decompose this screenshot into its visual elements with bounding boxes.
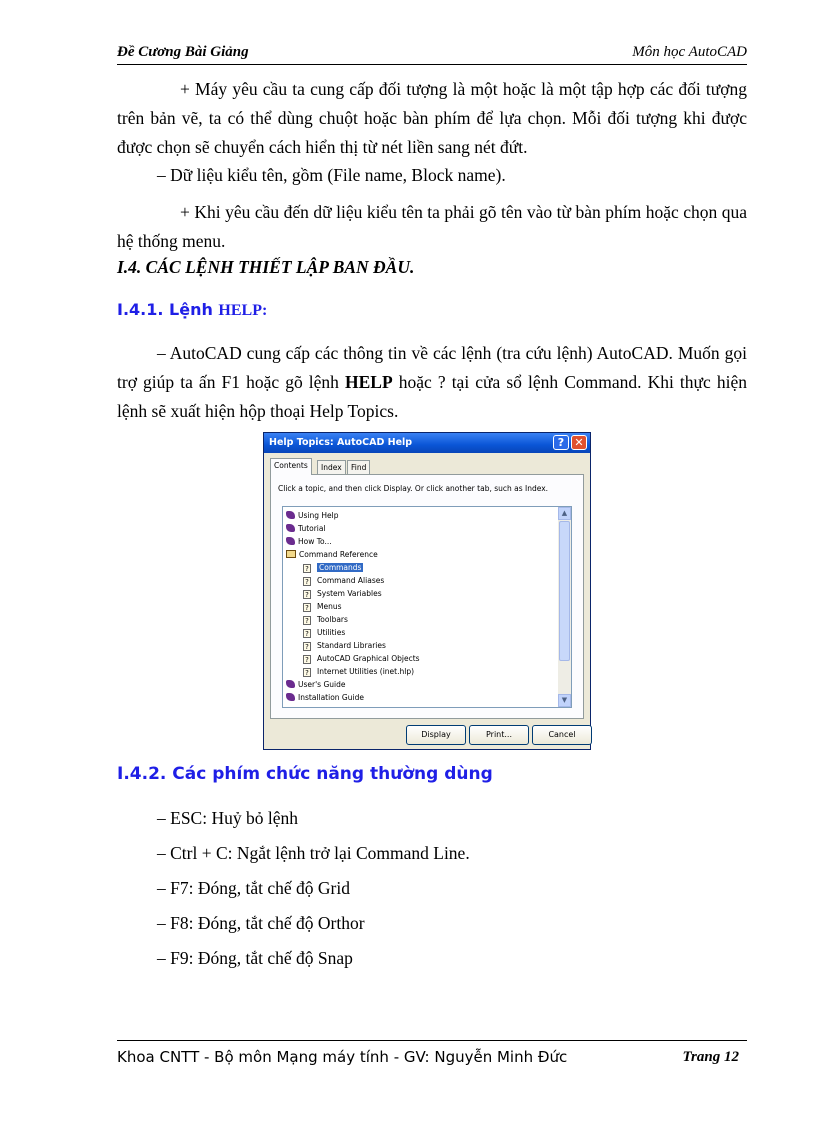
list-item[interactable] [303, 613, 348, 626]
list-item-label: Installation Guide [298, 693, 364, 702]
subsection-help-cmd: HELP: [218, 302, 268, 319]
paragraph-name-input: + Khi yêu cầu đến dữ liệu kiểu tên ta phải gõ tên vào từ bàn phím hoặc chọn qua hệ thống menu. [117, 202, 747, 251]
help-command: HELP [345, 372, 393, 392]
header-subject: Môn học AutoCAD [632, 44, 747, 60]
list-item[interactable] [303, 665, 414, 678]
book-icon [286, 680, 295, 688]
dialog-title: Help Topics: AutoCAD Help [269, 437, 413, 448]
close-icon[interactable]: ✕ [571, 435, 587, 450]
list-item[interactable] [303, 574, 384, 587]
list-item[interactable] [286, 535, 332, 548]
page-header [117, 40, 747, 65]
list-item-label: Utilities [317, 628, 346, 637]
list-item-label: User's Guide [298, 680, 346, 689]
help-page-icon: ? [303, 590, 311, 599]
help-page-icon: ? [303, 629, 311, 638]
subsection-help-prefix: I.4.1. Lệnh [117, 300, 219, 319]
dialog-titlebar[interactable] [264, 433, 590, 453]
book-icon [286, 511, 295, 519]
list-item[interactable] [303, 561, 363, 574]
list-item[interactable] [303, 652, 420, 665]
help-topics-dialog [263, 432, 591, 750]
footer-department: Khoa CNTT - Bộ môn Mạng máy tính - GV: Nguyễn Minh Đức [117, 1048, 568, 1066]
topics-list[interactable] [282, 506, 572, 708]
list-item-label: How To... [298, 537, 332, 546]
list-item-label: Using Help [298, 511, 339, 520]
paragraph-help-a: – AutoCAD cung cấp các thông tin về các lệnh (tra cứu lệnh) AutoCAD. Muốn gọi trợ giúp ta ấn F1 hoặc gõ lệnh [117, 343, 747, 392]
paragraph-help-b: hoặc ? tại cửa sổ lệnh Command. Khi thực hiện lệnh sẽ xuất hiện hộp thoại Help Topics. [117, 372, 747, 421]
page-number: Trang 12 [682, 1049, 739, 1065]
list-item-label: System Variables [317, 589, 382, 598]
list-item-label-selected: Commands [319, 563, 362, 572]
list-item-label: AutoCAD Graphical Objects [317, 654, 420, 663]
book-icon [286, 524, 295, 532]
list-item[interactable] [286, 509, 338, 522]
list-item[interactable] [303, 587, 382, 600]
list-item-label: Command Reference [299, 550, 378, 559]
list-item[interactable] [303, 639, 386, 652]
dialog-instruction: Click a topic, and then click Display. Or click another tab, such as Index. [278, 484, 549, 493]
paragraph-name-data: – Dữ liệu kiểu tên, gồm (File name, Block name). [157, 165, 506, 185]
scroll-down-icon[interactable]: ▼ [558, 694, 571, 707]
print-button[interactable]: Print... [469, 725, 529, 745]
tab-index[interactable]: Index [317, 460, 346, 474]
page-footer [117, 1040, 747, 1071]
open-book-icon [286, 550, 296, 558]
section-title: I.4. CÁC LỆNH THIẾT LẬP BAN ĐẦU. [117, 257, 415, 277]
list-item[interactable] [303, 600, 342, 613]
display-button[interactable]: Display [406, 725, 466, 745]
book-icon [286, 693, 295, 701]
list-item-label: Standard Libraries [317, 641, 386, 650]
subsection-keys-title: I.4.2. Các phím chức năng thường dùng [117, 764, 493, 784]
list-item-label: Menus [317, 602, 342, 611]
key-item-f9: – F9: Đóng, tắt chế độ Snap [157, 948, 353, 968]
help-page-icon: ? [303, 616, 311, 625]
list-item[interactable] [303, 626, 345, 639]
key-item-esc: – ESC: Huỷ bỏ lệnh [157, 808, 298, 828]
list-item[interactable] [286, 548, 378, 561]
scroll-up-icon[interactable]: ▲ [558, 507, 571, 520]
help-page-icon: ? [303, 577, 311, 586]
vertical-scrollbar[interactable] [558, 507, 571, 707]
list-item[interactable] [286, 678, 345, 691]
cancel-button[interactable]: Cancel [532, 725, 592, 745]
key-item-f7: – F7: Đóng, tắt chế độ Grid [157, 878, 350, 898]
help-page-icon: ? [303, 668, 311, 677]
list-item-label: Internet Utilities (inet.hlp) [317, 667, 415, 676]
help-icon[interactable]: ? [553, 435, 569, 450]
key-item-f8: – F8: Đóng, tắt chế độ Orthor [157, 913, 365, 933]
paragraph-object-selection: + Máy yêu cầu ta cung cấp đối tượng là một hoặc là một tập hợp các đối tượng trên bản vẽ, ta có thể dùng chuột hoặc bàn phím để lựa chọn. Mỗi đối tượng khi được được chọn sẽ chuyển cách hiển thị từ nét liền sang nét đứt. [117, 79, 747, 157]
subsection-help-title [117, 300, 267, 320]
scroll-thumb[interactable] [559, 521, 570, 661]
header-course-outline: Đề Cương Bài Giảng [117, 44, 249, 60]
help-page-icon: ? [303, 564, 311, 573]
tab-contents[interactable]: Contents [270, 458, 312, 475]
key-item-ctrl-c: – Ctrl + C: Ngắt lệnh trở lại Command Line. [157, 843, 470, 863]
list-item[interactable] [286, 691, 364, 704]
list-item[interactable] [286, 522, 326, 535]
tab-find[interactable]: Find [347, 460, 370, 474]
help-page-icon: ? [303, 642, 311, 651]
book-icon [286, 537, 295, 545]
list-item-label: Toolbars [317, 615, 348, 624]
list-item-label: Tutorial [298, 524, 326, 533]
list-item-label: Command Aliases [317, 576, 385, 585]
paragraph-help [117, 339, 747, 426]
help-page-icon: ? [303, 603, 311, 612]
help-page-icon: ? [303, 655, 311, 664]
